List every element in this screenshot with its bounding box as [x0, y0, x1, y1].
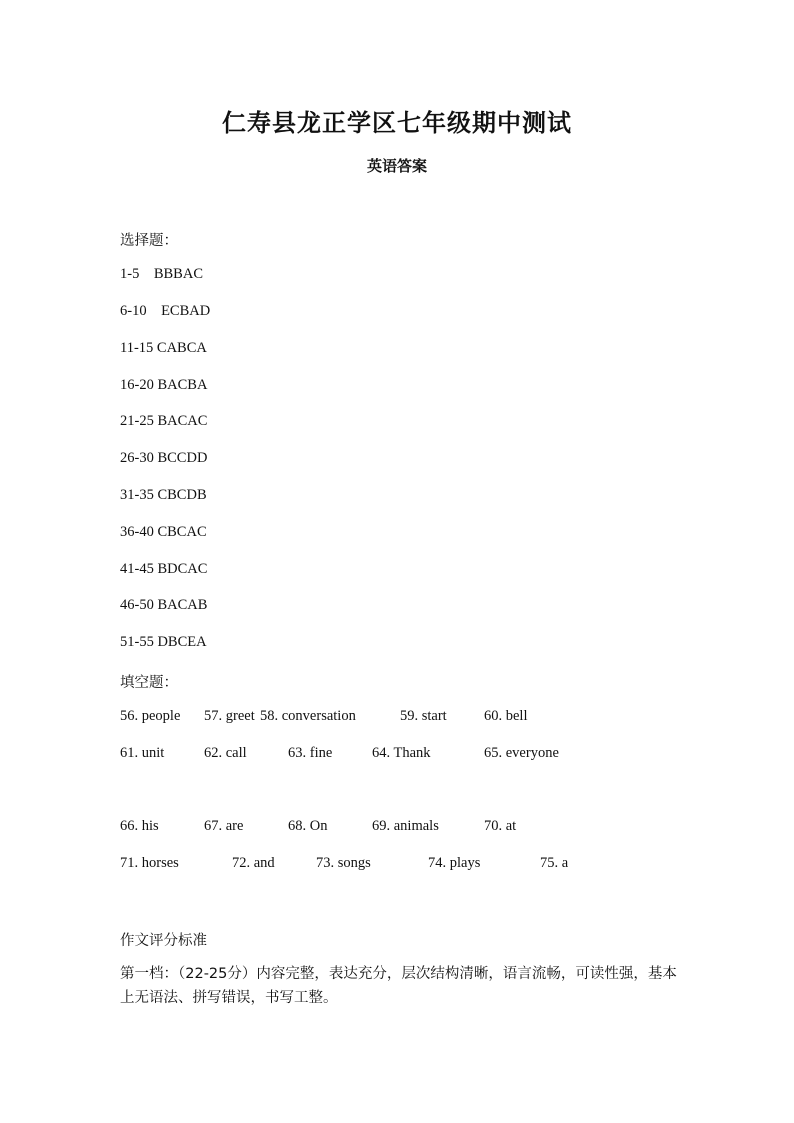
fill-answer: 73. songs	[316, 855, 371, 871]
fill-answer: 68. On	[288, 818, 328, 834]
fill-answer: 65. everyone	[484, 745, 559, 761]
fill-answer: 64. Thank	[372, 745, 431, 761]
choice-answer-3: 11-15 CABCA	[120, 340, 207, 356]
choice-heading: 选择题：	[120, 233, 178, 249]
choice-answer-6: 26-30 BCCDD	[120, 450, 208, 466]
fill-answer: 59. start	[400, 708, 447, 724]
fill-answer: 72. and	[232, 855, 275, 871]
choice-answer-9: 41-45 BDCAC	[120, 561, 208, 577]
fill-answer: 71. horses	[120, 855, 179, 871]
fill-answer: 69. animals	[372, 818, 439, 834]
fill-answer: 61. unit	[120, 745, 165, 761]
fill-answer: 66. his	[120, 818, 159, 834]
choice-answer-1: 1-5 BBBAC	[120, 266, 203, 282]
choice-answer-2: 6-10 ECBAD	[120, 303, 211, 319]
writing-heading: 作文评分标准	[120, 933, 207, 949]
choice-answer-7: 31-35 CBCDB	[120, 487, 207, 503]
choice-answer-4: 16-20 BACBA	[120, 377, 208, 393]
fill-answer: 67. are	[204, 818, 244, 834]
fill-answer: 56. people	[120, 708, 181, 724]
writing-level-1: 第一档：（22-25分）内容完整，表达充分，层次结构清晰，语言流畅，可读性强，基本上无语法、拼写错误，书写工整。	[120, 966, 677, 1006]
choice-answer-8: 36-40 CBCAC	[120, 524, 207, 540]
page-title: 仁寿县龙正学区七年级期中测试	[222, 108, 572, 137]
fill-answer: 58. conversation	[260, 708, 356, 724]
fill-answer: 57. greet	[204, 708, 255, 724]
fill-answer: 63. fine	[288, 745, 333, 761]
fill-answer: 74. plays	[428, 855, 481, 871]
fill-answer: 62. call	[204, 745, 247, 761]
page-subtitle: 英语答案	[366, 157, 427, 175]
choice-answer-5: 21-25 BACAC	[120, 413, 208, 429]
fill-heading: 填空题：	[120, 675, 178, 691]
fill-answer: 60. bell	[484, 708, 528, 724]
choice-answer-10: 46-50 BACAB	[120, 597, 208, 613]
choice-answer-11: 51-55 DBCEA	[120, 634, 207, 650]
fill-answer: 75. a	[540, 855, 569, 871]
fill-answer: 70. at	[484, 818, 517, 834]
